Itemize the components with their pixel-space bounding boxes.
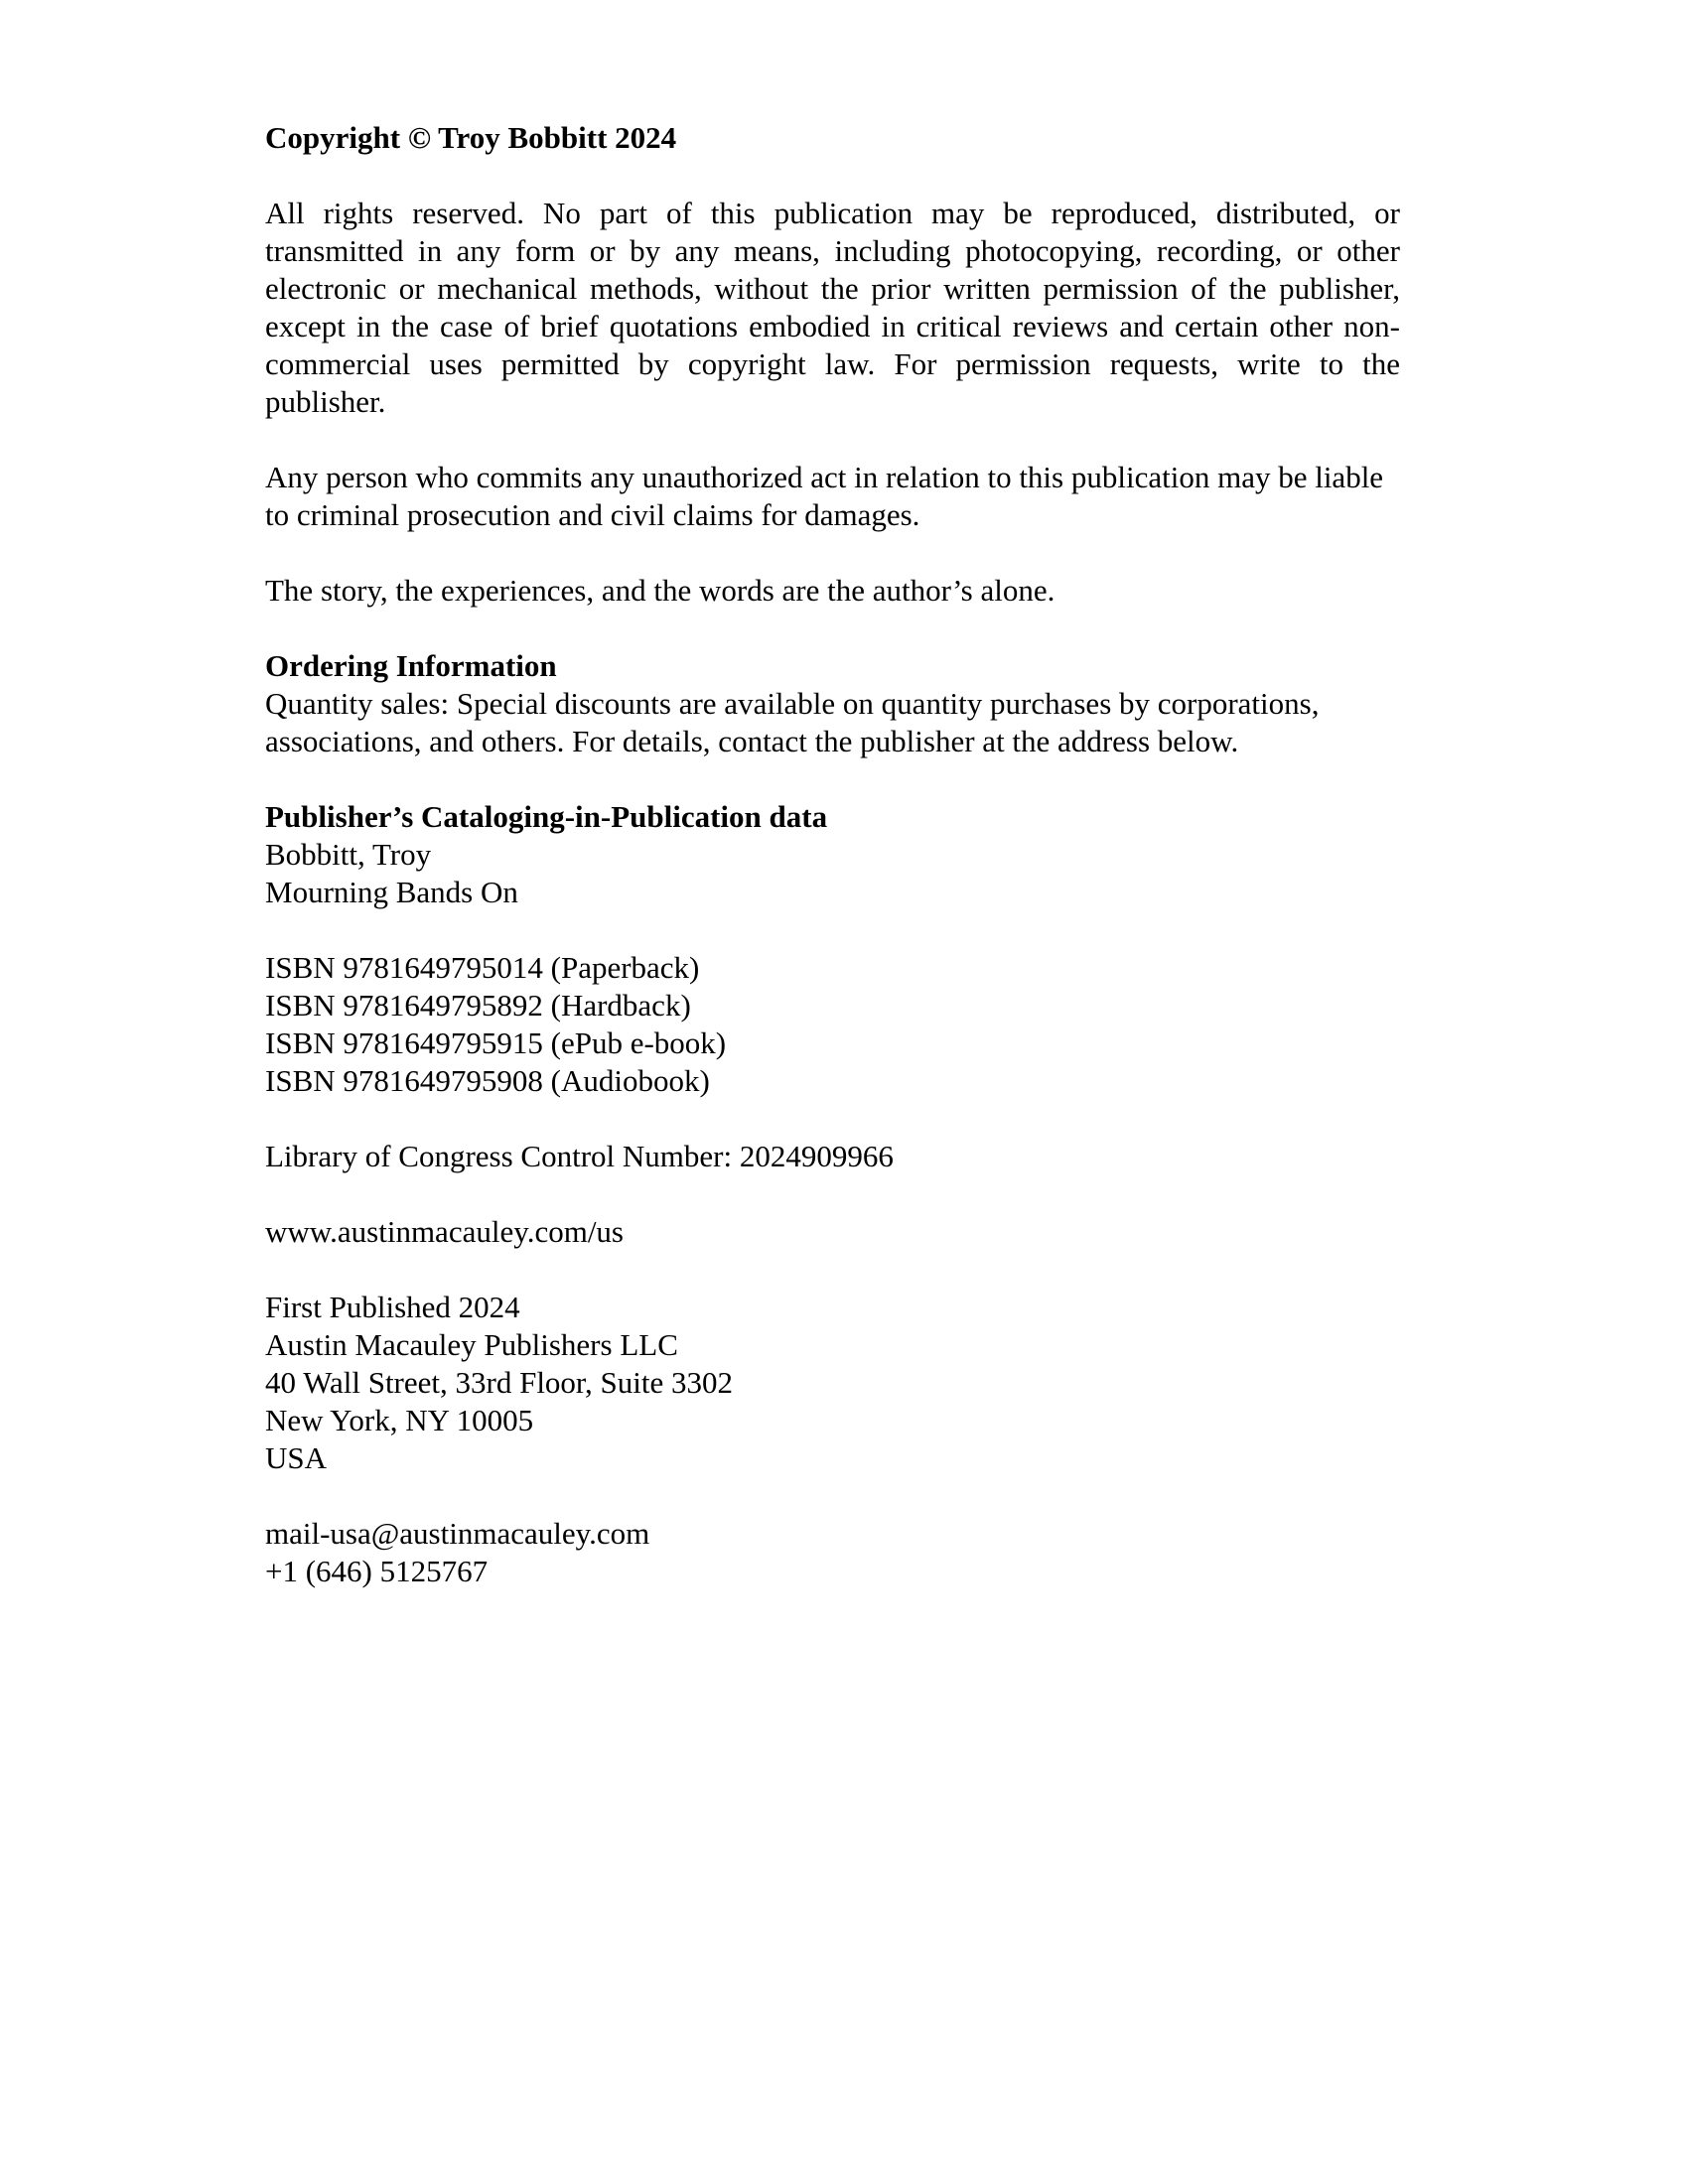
contact-email[interactable]: mail-usa@austinmacauley.com: [265, 1516, 650, 1551]
cataloging-title: Mourning Bands On: [265, 875, 518, 909]
isbn-audiobook: ISBN 9781649795908 (Audiobook): [265, 1063, 710, 1098]
copyright-heading: Copyright © Troy Bobbitt 2024: [265, 120, 677, 155]
publisher-address: [265, 1289, 1400, 1477]
lccn: Library of Congress Control Number: 2024909966: [265, 1139, 894, 1173]
isbn-paperback: ISBN 9781649795014 (Paperback): [265, 950, 700, 985]
cataloging-author: Bobbitt, Troy: [265, 837, 432, 872]
isbn-hardback: ISBN 9781649795892 (Hardback): [265, 988, 691, 1023]
publisher-country: USA: [265, 1440, 328, 1475]
ordering-section: [265, 647, 1400, 760]
publisher-street: 40 Wall Street, 33rd Floor, Suite 3302: [265, 1365, 733, 1400]
contact-phone: +1 (646) 5125767: [265, 1554, 489, 1588]
liability-paragraph: Any person who commits any unauthorized act in relation to this publication may be liable to criminal prosecution and civil claims for damages.: [265, 460, 1384, 532]
contact-info: [265, 1515, 1400, 1590]
author-statement: The story, the experiences, and the words are the author’s alone.: [265, 573, 1055, 608]
publisher-city: New York, NY 10005: [265, 1403, 534, 1437]
ordering-heading: Ordering Information: [265, 648, 557, 683]
isbn-epub: ISBN 9781649795915 (ePub e-book): [265, 1025, 727, 1060]
website-link[interactable]: www.austinmacauley.com/us: [265, 1214, 624, 1249]
publisher-name: Austin Macauley Publishers LLC: [265, 1327, 678, 1362]
cataloging-section: [265, 798, 1400, 911]
copyright-page: [265, 119, 1400, 1590]
first-published: First Published 2024: [265, 1290, 520, 1324]
ordering-text: Quantity sales: Special discounts are available on quantity purchases by corporations, associations, and others. For details, contact the publisher at the address below.: [265, 686, 1320, 758]
rights-paragraph: All rights reserved. No part of this publication may be reproduced, distributed, or transmitted in any form or by any means, including photocopying, recording, or other electronic or mechanical methods, without the prior written permission of the publisher, except in the case of brief quotations embodied in critical reviews and certain other non-commercial uses permitted by copyright law. For permission requests, write to the publisher.: [265, 196, 1400, 419]
isbn-list: [265, 949, 1400, 1100]
cataloging-heading: Publisher’s Cataloging-in-Publication data: [265, 799, 828, 834]
